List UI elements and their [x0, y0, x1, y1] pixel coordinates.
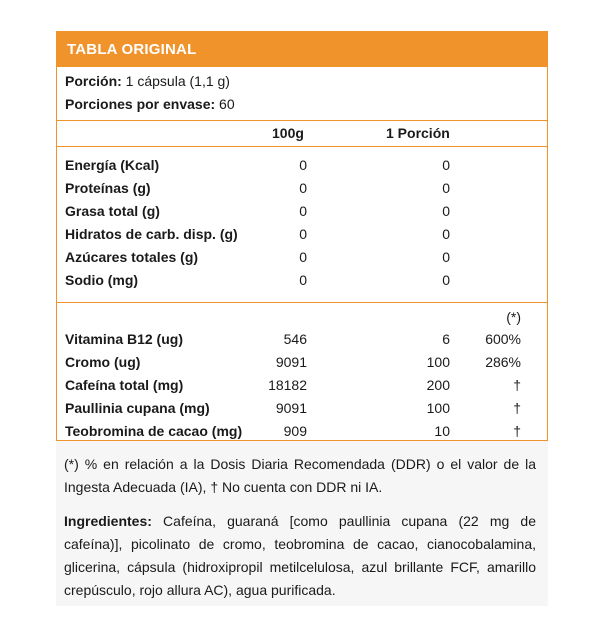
nutrient-name: Hidratos de carb. disp. (g) — [65, 226, 238, 242]
value-per-serving: 10 — [434, 423, 450, 439]
ingredients-text: Cafeína, guaraná [como paullinia cupana (22 mg de cafeína)], picolinato de cromo, teobromina de cacao, cianocobalamina, glicerina, cápsula (hidroxipropil metilcelulosa, azul brillante FCF, amarillo crepúsculo, rojo allura AC), agua purificada. — [64, 513, 536, 598]
value-per-serving: 0 — [442, 226, 450, 242]
value-per-serving: 0 — [442, 272, 450, 288]
table-row — [57, 203, 547, 226]
col-per-serving: 1 Porción — [386, 125, 450, 141]
value-per100: 9091 — [275, 354, 307, 370]
value-ddr: † — [513, 377, 521, 393]
table-row — [57, 331, 547, 354]
nutrient-name: Sodio (mg) — [65, 272, 139, 288]
servings-per-container: Porciones por envase: 60 — [65, 96, 235, 112]
value-ddr: † — [513, 423, 521, 439]
nutrient-name: Proteínas (g) — [65, 180, 151, 196]
table-row — [57, 180, 547, 203]
table-row — [57, 400, 547, 423]
nutrient-name: Azúcares totales (g) — [65, 249, 199, 265]
nutrient-name: Paullinia cupana (mg) — [65, 400, 210, 416]
serving-size: Porción: 1 cápsula (1,1 g) — [65, 73, 230, 89]
ingredients — [64, 510, 536, 602]
column-header — [57, 121, 547, 147]
value-ddr: 600% — [485, 331, 521, 347]
nutrient-name: Vitamina B12 (ug) — [65, 331, 183, 347]
table-row — [57, 226, 547, 249]
nutrient-name: Energía (Kcal) — [65, 157, 160, 173]
value-per100: 18182 — [268, 377, 307, 393]
value-per-serving: 6 — [442, 331, 450, 347]
ingredients-label: Ingredientes: — [64, 513, 152, 529]
micros-block — [57, 303, 547, 448]
value-per-serving: 0 — [442, 157, 450, 173]
table-row — [57, 157, 547, 180]
value-per-serving: 100 — [426, 354, 450, 370]
ddr-footnote: (*) % en relación a la Dosis Diaria Recomendada (DDR) o el valor de la Ingesta Adecuada (IA), † No cuenta con DDR ni IA. — [64, 456, 536, 495]
table-title: TABLA ORIGINAL — [57, 32, 547, 67]
table-row — [57, 377, 547, 400]
serving-info — [57, 67, 547, 121]
nutrient-name: Grasa total (g) — [65, 203, 160, 219]
table-row — [57, 249, 547, 272]
notes-panel — [56, 441, 548, 606]
value-per100: 909 — [283, 423, 307, 439]
value-per100: 546 — [283, 331, 307, 347]
col-per100: 100g — [272, 125, 304, 141]
col-ddr: (*) — [506, 309, 521, 325]
value-ddr: † — [513, 400, 521, 416]
value-per-serving: 200 — [426, 377, 450, 393]
value-per100: 0 — [299, 272, 307, 288]
value-per100: 0 — [299, 180, 307, 196]
table-row — [57, 272, 547, 295]
nutrient-name: Cafeína total (mg) — [65, 377, 184, 393]
value-per-serving: 100 — [426, 400, 450, 416]
value-per100: 0 — [299, 226, 307, 242]
ddr-header-row — [57, 309, 547, 332]
value-per100: 9091 — [275, 400, 307, 416]
value-per100: 0 — [299, 203, 307, 219]
value-per-serving: 0 — [442, 180, 450, 196]
value-per-serving: 0 — [442, 249, 450, 265]
value-per100: 0 — [299, 157, 307, 173]
value-per-serving: 0 — [442, 203, 450, 219]
table-row — [57, 354, 547, 377]
nutrition-table — [56, 31, 548, 441]
macros-block — [57, 147, 547, 303]
value-per100: 0 — [299, 249, 307, 265]
nutrient-name: Teobromina de cacao (mg) — [65, 423, 243, 439]
value-ddr: 286% — [485, 354, 521, 370]
nutrient-name: Cromo (ug) — [65, 354, 141, 370]
